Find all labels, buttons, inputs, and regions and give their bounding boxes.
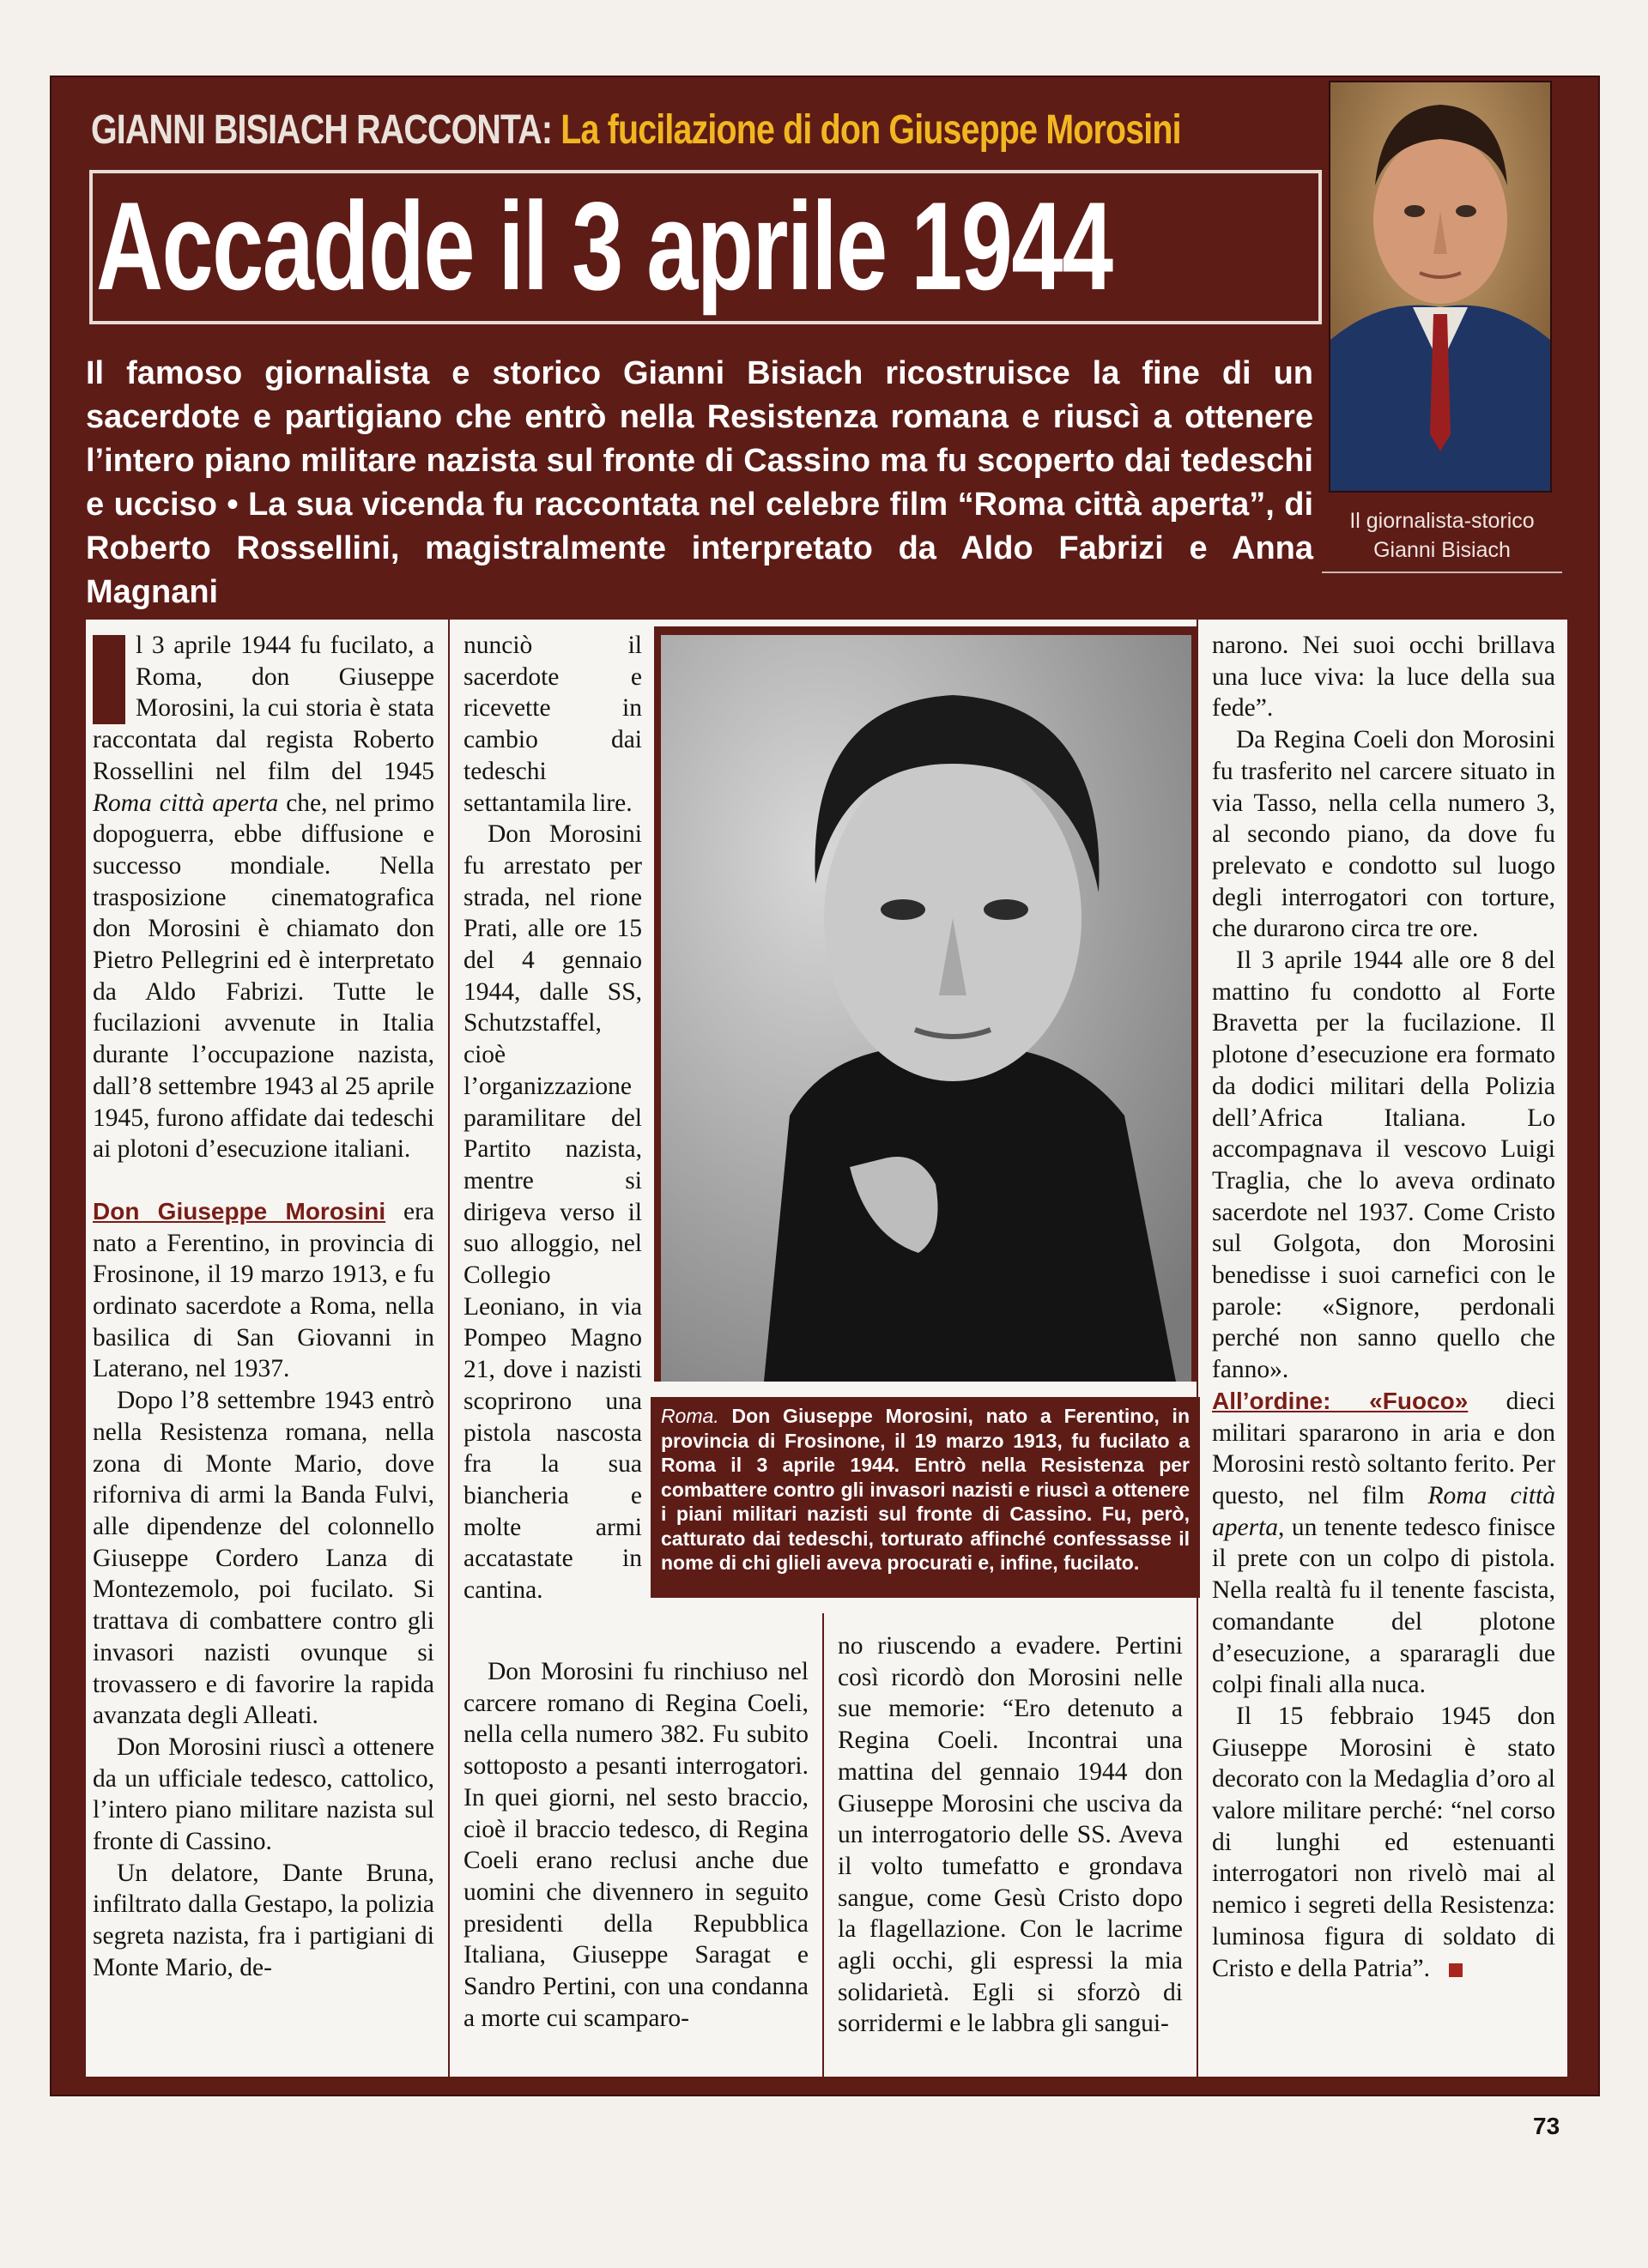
col4-p4: dieci militari spararono in aria e don Morosini restò soltanto ferito. Per questo, nel film (1212, 1387, 1555, 1509)
caption-rule (1322, 572, 1562, 573)
col3-p1: no riuscendo a evadere. Pertini così ricordò don Morosini nelle sue memorie: “Ero detenuto a Regina Coeli. Incontrai una mattina del gennaio 1944 don Giuseppe Morosini che usciva da un interrogatorio delle SS. Aveva il volto tumefatto e grondava sangue, come Gesù Cristo dopo la flagellazione. Con le lacrime agli occhi, gli espressi la mia solidarietà. Egli si sforzò di sorridermi e le labbra gli sangui- (838, 1632, 1183, 2038)
col1-p4: Don Morosini riuscì a ottenere da un ufficiale tedesco, cattolico, l’intero piano militare nazista sul fronte di Cassino. (93, 1733, 434, 1856)
column-divider (822, 1613, 824, 2077)
photo-illustration (661, 635, 1191, 1382)
col2-p1: nunciò il sacerdote e ricevette in cambio dai tedeschi settantamila lire. (464, 632, 642, 817)
col4-p5: Il 15 febbraio 1945 don Giuseppe Morosini è stato decorato con la Medaglia d’oro al valore militare perché: “nel corso di lunghi ed estenuanti interrogatori non rivelò mai al nemico i segreti della Resistenza: luminosa figura di soldato di Cristo e della Patria”. (1212, 1702, 1555, 1982)
col1-p5: Un delatore, Dante Bruna, infiltrato dalla Gestapo, la polizia segreta nazista, fra i partigiani di Monte Mario, de- (93, 1859, 434, 1981)
article-header (72, 96, 1320, 336)
caption-place: Roma. (661, 1405, 719, 1427)
portrait-caption-line2: Gianni Bisiach (1373, 538, 1511, 562)
col4-p3: Il 3 aprile 1944 alle ore 8 del mattino fu condotto al Forte Bravetta per la fucilazione. Il plotone d’esecuzione era formato da dodici militari della Polizia dell’Africa Italiana. Lo accompagnava il vescovo Luigi Traglia, che lo aveva ordinato sacerdote nel 1937. Come Cristo sul Golgota, don Morosini benedisse i suoi carnefici con le parole: «Signore, perdonali perché non sanno quello che fanno». (1212, 947, 1555, 1384)
portrait-illustration (1330, 82, 1550, 491)
col1-p2: era nato a Ferentino, in provincia di Frosinone, il 19 marzo 1913, e fu ordinato sacerdote a Roma, nella basilica di San Giovanni in Laterano, nel 1937. (93, 1197, 435, 1383)
portrait-caption-line1: Il giornalista-storico (1349, 509, 1535, 533)
article-column-2-upper (464, 630, 642, 1606)
deck-summary: Il famoso giornalista e storico Gianni Bisiach ricostruisce la fine di un sacerdote e partigiano che entrò nella Resistenza romana e riuscì a ottenere l’intero piano militare nazista sul fronte di Cassino ma fu scoperto dai tedeschi e ucciso • La sua vicenda fu raccontata nel celebre film “Roma città aperta”, di Roberto Rossellini, magistralmente interpretato da Aldo Fabrizi e Anna Magnani (86, 355, 1313, 610)
portrait-caption (1322, 506, 1562, 573)
headline: Accadde il 3 aprile 1944 (96, 176, 1112, 316)
col4-p1: narono. Nei suoi occhi brillava una luce viva: la luce della sua fede”. (1212, 632, 1555, 723)
film-title: Roma città aperta (1212, 1481, 1555, 1541)
lead-in-morosini: Don Giuseppe Morosini (93, 1197, 386, 1225)
author-portrait-box (1329, 81, 1552, 491)
end-of-article-mark (1449, 1963, 1463, 1977)
col4-p2: Da Regina Coeli don Morosini fu trasferito nel carcere situato in via Tasso, nella cella numero 3, al secondo piano, da dove fu prelevato e condotto sul luogo degli interrogatori con torture, che durarono circa tre ore. (1212, 726, 1555, 943)
photo-caption (651, 1397, 1200, 1598)
article-column-3 (838, 1630, 1183, 2040)
col2-p2: Don Morosini fu arrestato per strada, nel rione Prati, alle ore 15 del 4 gennaio 1944, dalle SS, Schutzstaffel, cioè l’organizzazione paramilitare del Partito nazista, mentre si dirigeva verso il suo alloggio, nel Collegio Leoniano, in via Pompeo Magno 21, dove i nazisti scoprirono una pistola nascosta fra la sua biancheria e molte armi accatastate in cantina. (464, 820, 642, 1605)
drop-cap (93, 635, 125, 724)
page-number: 73 (1533, 2113, 1560, 2139)
caption-text: Don Giuseppe Morosini, nato a Ferentino, in provincia di Frosinone, il 19 marzo 1913, fu fucilato a Roma il 3 aprile 1944. Entrò nella Resistenza per combattere contro gli invasori nazisti e riuscì a ottenere i piani militari nazisti sul fronte di Cassino. Fu, però, catturato dai tedeschi, torturato affinché confessasse il nome di chi glieli aveva procurati e, infine, fucilato. (661, 1405, 1190, 1574)
film-title: Roma città aperta (93, 789, 279, 817)
kicker-subject: La fucilazione di don Giuseppe Morosini (560, 107, 1181, 153)
col4-p4-end: , un tenente tedesco finisce il prete con un colpo di pistola. Nella realtà fu il tenente fascista, comandante del plotone d’esecuzione, a spararagli due colpi finali alla nuca. (1212, 1513, 1555, 1699)
kicker-author: GIANNI BISIACH RACCONTA: (91, 107, 553, 153)
col1-p1-end: che, nel primo dopoguerra, ebbe diffusione e successo mondiale. Nella trasposizione cinematografica don Morosini è chiamato don Pietro Pellegrini ed è interpretato da Aldo Fabrizi. Tutte le fucilazioni avvenute in Italia durante l’occupazione nazista, dall’8 settembre 1943 al 25 aprile 1945, furono affidate dai tedeschi ai plotoni d’esecuzione italiani. (93, 789, 434, 1164)
morosini-photo (661, 635, 1191, 1382)
col1-p1: l 3 aprile 1944 fu fucilato, a Roma, don Giuseppe Morosini, la cui storia è stata raccontata dal regista Roberto Rossellini nel film del 1945 (93, 632, 434, 785)
lead-in-ordine: All’ordine: «Fuoco» (1212, 1387, 1469, 1414)
article-column-4 (1212, 630, 1555, 1984)
author-portrait (1329, 81, 1552, 493)
article-column-2-lower (464, 1656, 809, 2034)
col1-p3: Dopo l’8 settembre 1943 entrò nella Resistenza romana, nella zona di Monte Mario, dove riforniva di armi la Banda Fulvi, alle dipendenze del colonnello Giuseppe Cordero Lanza di Montezemolo, poi fucilato. Si trattava di combattere contro gli invasori nazisti ovunque si trovassero e di favorire la rapida avanzata degli Alleati. (93, 1387, 434, 1730)
column-divider (448, 620, 450, 2077)
article-column-1 (93, 630, 434, 1984)
kicker (91, 106, 1181, 154)
column-divider (1197, 620, 1198, 2077)
col2-p3: Don Morosini fu rinchiuso nel carcere romano di Regina Coeli, nella cella numero 382. Fu subito sottoposto a pesanti interrogatori. In quei giorni, nel sesto braccio, cioè il braccio tedesco, di Regina Coeli erano reclusi anche due uomini che divennero in seguito presidenti della Repubblica Italiana, Giuseppe Saragat e Sandro Pertini, con una condanna a morte cui scamparo- (464, 1658, 809, 2032)
